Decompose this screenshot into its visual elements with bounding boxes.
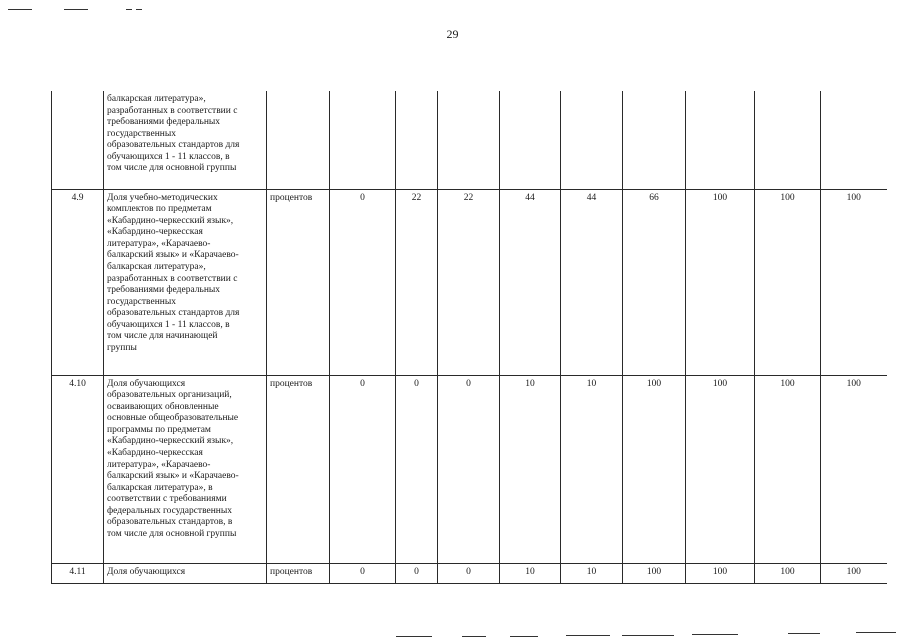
value-cell: 100 [755, 563, 821, 583]
indicator-table [51, 91, 887, 584]
value-cell [500, 91, 561, 189]
scan-mark [462, 636, 486, 637]
table-row-continued [52, 91, 887, 189]
value-cell [396, 91, 438, 189]
value-cell: 10 [561, 375, 623, 563]
value-cell [686, 91, 755, 189]
scan-mark [136, 9, 142, 10]
scan-mark [856, 632, 896, 633]
value-cell: 66 [623, 189, 686, 375]
value-cell: 0 [330, 563, 396, 583]
value-cell: 0 [330, 189, 396, 375]
unit-cell: процентов [267, 563, 330, 583]
value-cell: 100 [755, 189, 821, 375]
value-cell: 100 [686, 375, 755, 563]
value-cell [623, 91, 686, 189]
unit-cell: процентов [267, 375, 330, 563]
value-cell: 22 [438, 189, 500, 375]
value-cell: 100 [686, 189, 755, 375]
value-cell: 100 [623, 375, 686, 563]
value-cell [821, 91, 887, 189]
value-cell [755, 91, 821, 189]
scan-mark [692, 634, 738, 635]
value-cell: 10 [500, 375, 561, 563]
value-cell: 100 [821, 189, 887, 375]
indicator-description-cell: Доля учебно-методических комплектов по предметам «Кабардино-черкесский язык», «Кабардино-черкесская литература», «Карачаево- балкарский язык» и «Карачаево- балкарская литература», разработанных в соответствии с требованиями федеральных государственных образовательных стандартов для обучающихся 1 - 11 классов, в том числе для начинающей группы [104, 189, 267, 375]
row-index-cell: 4.9 [52, 189, 104, 375]
indicator-description-cell: балкарская литература», разработанных в соответствии с требованиями федеральных государственных образовательных стандартов для обучающихся 1 - 11 классов, в том числе для основной группы [104, 91, 267, 189]
value-cell [561, 91, 623, 189]
value-cell: 0 [396, 375, 438, 563]
value-cell: 22 [396, 189, 438, 375]
value-cell: 0 [396, 563, 438, 583]
scan-mark [396, 636, 432, 637]
value-cell: 10 [561, 563, 623, 583]
scan-mark [64, 9, 88, 10]
value-cell: 10 [500, 563, 561, 583]
row-index-cell: 4.10 [52, 375, 104, 563]
table-row [52, 375, 887, 563]
value-cell: 100 [686, 563, 755, 583]
page-number: 29 [446, 27, 459, 41]
unit-cell [267, 91, 330, 189]
value-cell [438, 91, 500, 189]
scan-mark [622, 635, 674, 636]
value-cell: 0 [330, 375, 396, 563]
table-row [52, 189, 887, 375]
value-cell [330, 91, 396, 189]
scan-mark [788, 633, 820, 634]
value-cell: 100 [755, 375, 821, 563]
indicator-description-cell: Доля обучающихся образовательных организаций, осваивающих обновленные основные общеобразовательные программы по предметам «Кабардино-черкесский язык», «Кабардино-черкесская литература», «Карачаево- балкарский язык» и «Карачаево- балкарская литература», в соответствии с требованиями федеральных государственных образовательных стандартов, в том числе для основной группы [104, 375, 267, 563]
value-cell: 100 [821, 375, 887, 563]
indicator-description-cell: Доля обучающихся [104, 563, 267, 583]
value-cell: 44 [500, 189, 561, 375]
scan-mark [8, 9, 32, 10]
scan-mark [126, 9, 132, 10]
row-index-cell [52, 91, 104, 189]
value-cell: 100 [821, 563, 887, 583]
scan-mark [566, 635, 610, 636]
scan-mark [510, 636, 538, 637]
unit-cell: процентов [267, 189, 330, 375]
value-cell: 0 [438, 375, 500, 563]
value-cell: 44 [561, 189, 623, 375]
row-index-cell: 4.11 [52, 563, 104, 583]
value-cell: 0 [438, 563, 500, 583]
value-cell: 100 [623, 563, 686, 583]
table-row [52, 563, 887, 583]
